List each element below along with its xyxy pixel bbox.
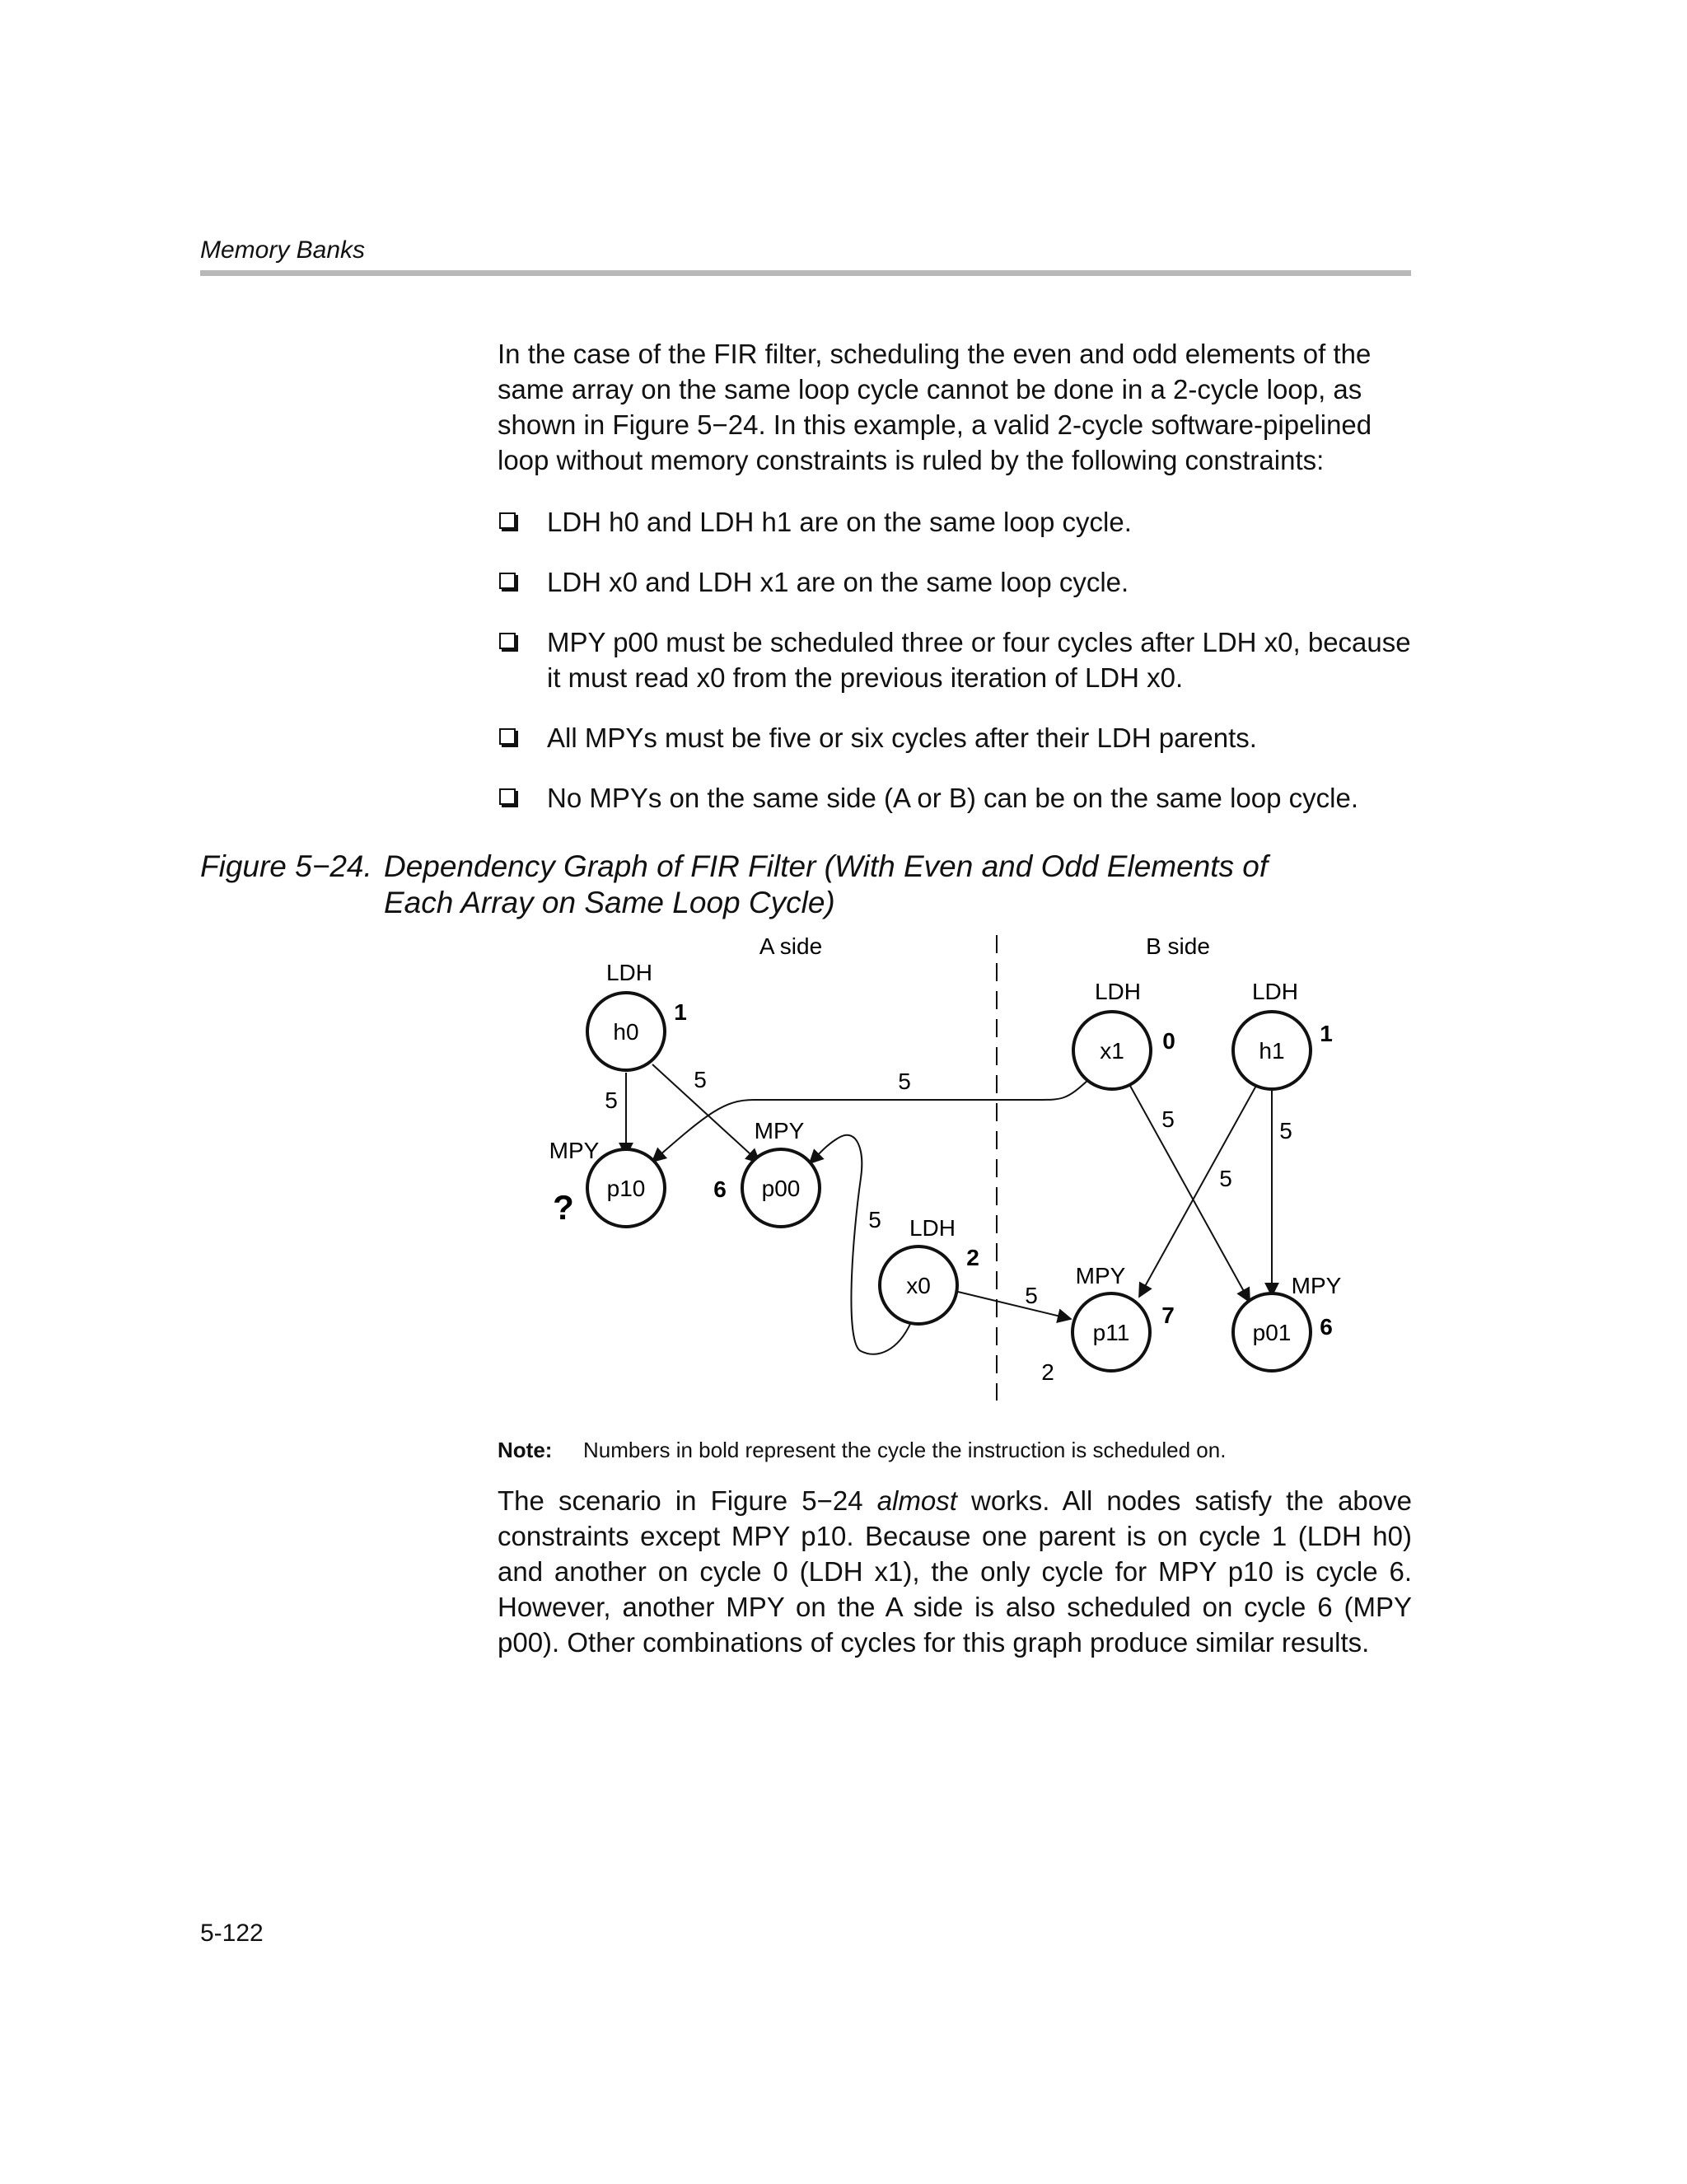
node-name: h0	[613, 1019, 639, 1045]
side-b-label: B side	[1146, 933, 1210, 959]
note-text: Numbers in bold represent the cycle the instruction is scheduled on.	[583, 1438, 1227, 1462]
list-item-text: LDH h0 and LDH h1 are on the same loop cycle.	[547, 507, 1132, 537]
edge-x1-p01	[1130, 1086, 1250, 1302]
node-name: p00	[761, 1176, 801, 1201]
node-op-label: LDH	[605, 960, 653, 985]
node-op-label: LDH	[1251, 979, 1299, 1004]
list-item-text: All MPYs must be five or six cycles after their LDH parents.	[547, 723, 1257, 753]
node-p11	[1072, 1263, 1175, 1371]
node-name: p11	[1092, 1320, 1130, 1345]
node-cycle: 1	[1320, 1021, 1333, 1046]
closing-text-start: The scenario in Figure 5−24	[498, 1485, 877, 1516]
node-p01	[1233, 1273, 1342, 1371]
edge-weight-x1-p10: 5	[898, 1069, 911, 1094]
edge-weight-h0-p10: 5	[605, 1087, 618, 1113]
node-cycle: ?	[553, 1188, 574, 1227]
node-op-label: MPY	[549, 1138, 600, 1163]
list-item-text: No MPYs on the same side (A or B) can be on the same loop cycle.	[547, 783, 1358, 813]
cross-path-label: 2	[1041, 1359, 1054, 1385]
node-h1	[1233, 979, 1333, 1089]
edge-weight-h0-p00: 5	[694, 1067, 707, 1092]
node-x1	[1073, 979, 1175, 1089]
node-name: p10	[606, 1176, 646, 1201]
edge-weight-h1-p11: 5	[1219, 1166, 1232, 1191]
edge-x0-p11	[958, 1292, 1071, 1319]
node-x0	[880, 1215, 979, 1324]
edge-x1-p10	[652, 1079, 1089, 1162]
running-header: Memory Banks	[200, 236, 366, 264]
node-p10	[549, 1138, 665, 1227]
figure-title: Dependency Graph of FIR Filter (With Even and Odd Elements of Each Array on Same Loop Cycle)	[384, 849, 1269, 919]
figure-note	[498, 1437, 1226, 1463]
node-cycle: 0	[1162, 1028, 1175, 1054]
edge-weight-h1-p01: 5	[1279, 1118, 1292, 1143]
node-cycle: 6	[1320, 1314, 1333, 1340]
node-op-label: MPY	[1075, 1263, 1126, 1288]
node-op-label: LDH	[1094, 979, 1142, 1004]
node-h0	[587, 960, 687, 1070]
edge-weight-x1-p01: 5	[1161, 1106, 1175, 1132]
note-label: Note:	[498, 1438, 553, 1462]
node-op-label: MPY	[754, 1118, 805, 1143]
page-number: 5-122	[200, 1920, 264, 1947]
closing-text-end: works. All nodes satisfy the above constraints except MPY p10. Because one parent is on cycle 1 (LDH h0) and another on cycle 0 (LDH x1), the only cycle for MPY p10 is cycle 6. However, another MPY on the A side is also scheduled on cycle 6 (MPY p00). Other combinations of cycles for this graph produce similar results.	[498, 1485, 1412, 1658]
closing-emphasis: almost	[876, 1485, 957, 1516]
node-cycle: 7	[1161, 1302, 1175, 1328]
node-name: x1	[1100, 1038, 1124, 1064]
list-item-text: LDH x0 and LDH x1 are on the same loop cycle.	[547, 567, 1129, 597]
figure-label: Figure 5−24.	[200, 849, 372, 883]
list-item-text: MPY p00 must be scheduled three or four cycles after LDH x0, because it must read x0 from the previous iteration of LDH x0.	[547, 627, 1411, 693]
edge-weight-x0-p00: 5	[868, 1207, 881, 1232]
side-a-label: A side	[759, 933, 823, 959]
node-name: p01	[1252, 1320, 1292, 1345]
node-cycle: 6	[713, 1176, 727, 1202]
intro-paragraph: In the case of the FIR filter, scheduling the even and odd elements of the same array on the same loop cycle cannot be done in a 2-cycle loop, as shown in Figure 5−24. In this example, a valid 2-cycle software-pipelined loop without memory constraints is ruled by the following constraints:	[498, 339, 1372, 475]
node-op-label: LDH	[909, 1215, 956, 1241]
node-cycle: 1	[674, 999, 687, 1025]
node-name: x0	[906, 1273, 931, 1298]
edge-weight-x0-p11: 5	[1025, 1283, 1038, 1308]
edge-x0-p00	[810, 1135, 911, 1354]
node-op-label: MPY	[1291, 1273, 1342, 1298]
edge-h1-p11	[1139, 1084, 1257, 1297]
node-name: h1	[1259, 1038, 1285, 1064]
closing-paragraph	[498, 1483, 1412, 1660]
node-cycle: 2	[966, 1245, 979, 1270]
